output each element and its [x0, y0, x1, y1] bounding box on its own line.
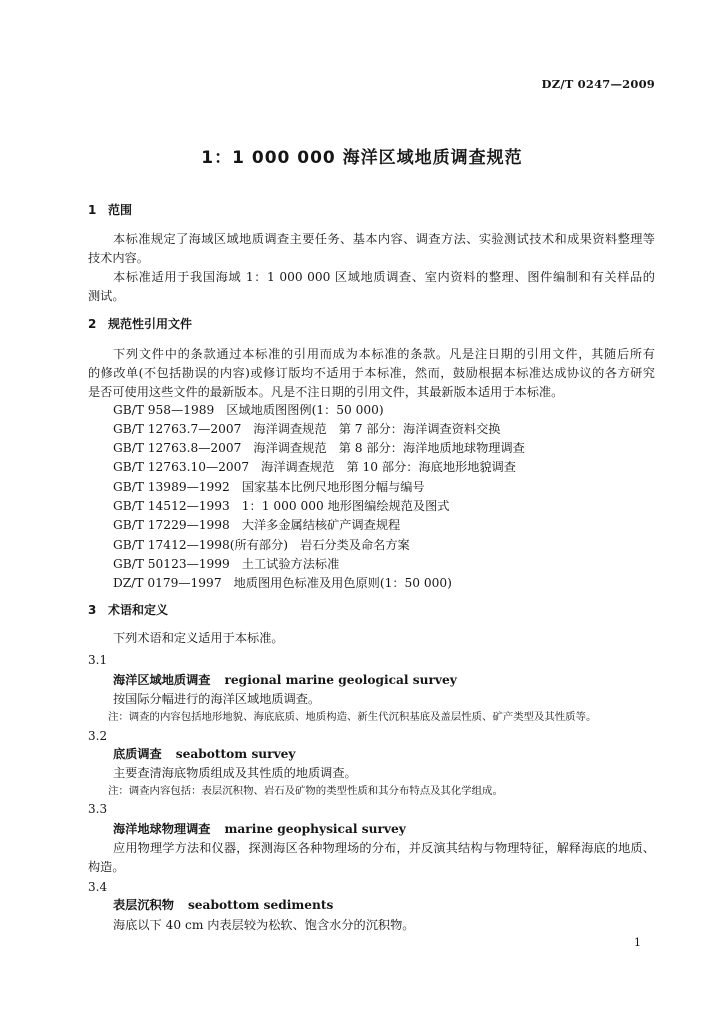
section-title: 术语和定义 [108, 603, 169, 617]
reference-item [113, 537, 655, 553]
term-definition: 构造。 [88, 860, 125, 874]
term-definition: 主要查清海底物质组成及其性质的地质调查。 [113, 766, 357, 780]
reference-code: GB/T 958—1989 [113, 403, 215, 417]
section-title: 范围 [108, 203, 133, 217]
reference-code: GB/T 12763.10—2007 [113, 460, 250, 474]
reference-item [113, 479, 655, 495]
reference-code: GB/T 12763.7—2007 [113, 422, 242, 436]
reference-code: DZ/T 0179—1997 [113, 576, 222, 590]
term-entry [113, 821, 406, 837]
term-definition: 应用物理学方法和仪器，探测海区各种物理场的分布，并反演其结构与物理特征，解释海底的地质、 [113, 841, 655, 855]
paragraph-line: 测试。 [88, 289, 125, 303]
paragraph-line: 下列文件中的条款通过本标准的引用而成为本标准的条款。凡是注日期的引用文件，其随后所有 [113, 347, 655, 361]
term-number: 3.3 [88, 802, 108, 816]
reference-item [113, 575, 655, 591]
reference-code: GB/T 17229—1998 [113, 518, 230, 532]
term-entry [113, 672, 457, 688]
section-heading-terms-definitions [88, 602, 168, 618]
paragraph-line: 本标准适用于我国海域 1：1 000 000 区域地质调查、室内资料的整理、图件编制和有关样品的 [113, 270, 655, 284]
reference-code: GB/T 17412—1998(所有部分) [113, 538, 289, 552]
term-chinese: 海洋地球物理调查 [113, 822, 211, 836]
reference-item [113, 498, 655, 514]
reference-title: 地质图用色标准及用色原则(1：50 000) [233, 576, 452, 590]
page-number: 1 [634, 936, 641, 949]
reference-item [113, 459, 655, 475]
term-english: seabottom sediments [187, 898, 334, 912]
reference-title: 国家基本比例尺地形图分幅与编号 [241, 480, 425, 494]
term-note: 注：调查内容包括：表层沉积物、岩石及矿物的类型性质和其分布特点及其化学组成。 [108, 785, 503, 797]
term-english: seabottom survey [175, 747, 296, 761]
term-definition: 按国际分幅进行的海洋区域地质调查。 [113, 692, 321, 706]
reference-item [113, 556, 655, 572]
term-chinese: 海洋区域地质调查 [113, 673, 211, 687]
reference-item [113, 421, 655, 437]
reference-title: 区域地质图图例(1：50 000) [226, 403, 384, 417]
section-heading-normative-references [88, 316, 192, 332]
reference-code: GB/T 14512—1993 [113, 499, 230, 513]
paragraph-line: 技术内容。 [88, 251, 149, 265]
paragraph-line: 是否可使用这些文件的最新版本。凡是不注日期的引用文件，其最新版本适用于本标准。 [88, 385, 564, 399]
term-chinese: 底质调查 [113, 747, 162, 761]
reference-code: GB/T 13989—1992 [113, 480, 230, 494]
reference-item [113, 440, 655, 456]
term-number: 3.4 [88, 880, 108, 894]
paragraph-line: 的修改单(不包括勘误的内容)或修订版均不适用于本标准，然而，鼓励根据本标准达成协议的各方研究 [88, 366, 655, 380]
document-code: DZ/T 0247—2009 [541, 77, 655, 91]
section-number: 3 [88, 603, 97, 617]
reference-title: 土工试验方法标准 [241, 557, 340, 571]
reference-code: GB/T 12763.8—2007 [113, 441, 242, 455]
reference-title: 岩石分类及命名方案 [300, 538, 410, 552]
reference-code: GB/T 50123—1999 [113, 557, 230, 571]
reference-title: 1：1 000 000 地形图编绘规范及图式 [241, 499, 450, 513]
section-number: 2 [88, 317, 97, 331]
paragraph-line: 本标准规定了海域区域地质调查主要任务、基本内容、调查方法、实验测试技术和成果资料整理等 [113, 232, 655, 246]
reference-item [113, 402, 655, 418]
section-heading-scope [88, 202, 132, 218]
reference-title: 海洋调查规范 第 8 部分：海洋地质地球物理调查 [253, 441, 525, 455]
term-number: 3.2 [88, 729, 108, 743]
term-english: marine geophysical survey [224, 822, 406, 836]
section-title: 规范性引用文件 [108, 317, 193, 331]
document-title: 1：1 000 000 海洋区域地质调查规范 [201, 148, 523, 168]
reference-title: 大洋多金属结核矿产调查规程 [241, 518, 401, 532]
term-chinese: 表层沉积物 [113, 898, 174, 912]
term-entry [113, 746, 296, 762]
reference-item [113, 517, 655, 533]
term-entry [113, 897, 333, 913]
section-number: 1 [88, 203, 97, 217]
paragraph-line: 下列术语和定义适用于本标准。 [113, 631, 284, 645]
reference-title: 海洋调查规范 第 10 部分：海底地形地貌调查 [261, 460, 516, 474]
reference-title: 海洋调查规范 第 7 部分：海洋调查资料交换 [253, 422, 501, 436]
term-definition: 海底以下 40 cm 内表层较为松软、饱含水分的沉积物。 [113, 918, 415, 932]
term-number: 3.1 [88, 653, 108, 667]
term-note: 注：调查的内容包括地形地貌、海底底质、地质构造、新生代沉积基底及盖层性质、矿产类型及其性质等。 [108, 711, 597, 723]
term-english: regional marine geological survey [224, 673, 457, 687]
